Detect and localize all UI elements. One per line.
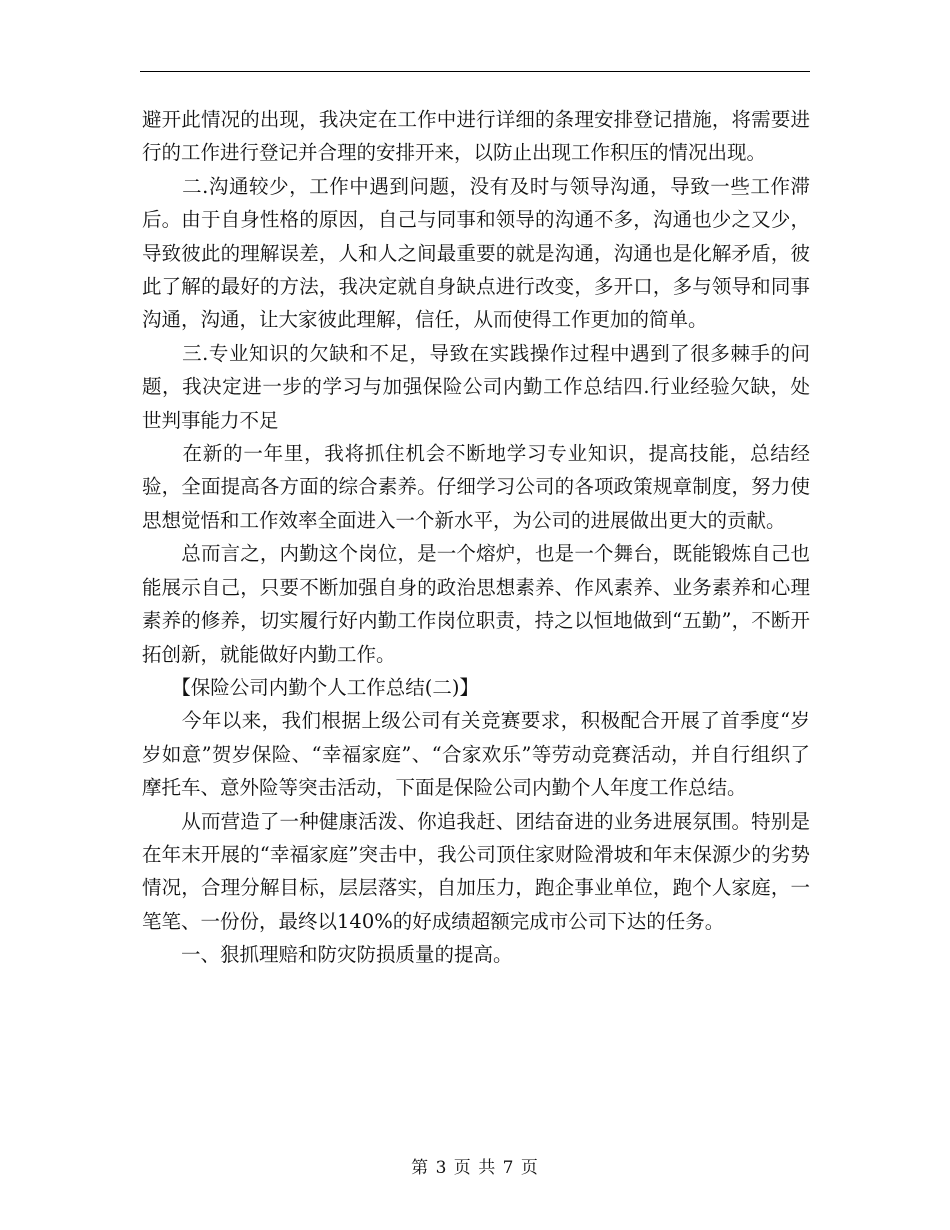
paragraph: 在新的一年里，我将抓住机会不断地学习专业知识，提高技能，总结经验，全面提高各方面的综合素养。仔细学习公司的各项政策规章制度，努力使思想觉悟和工作效率全面进入一个新水平，为公司的进展做出更大的贡献。 — [142, 442, 810, 532]
paragraph: 一、狠抓理赔和防灾防损质量的提高。 — [142, 943, 513, 967]
page-number: 第 3 页 共 7 页 — [411, 1158, 539, 1178]
section-heading: 【保险公司内勤个人工作总结(二)】 — [142, 675, 479, 699]
header-rule — [140, 71, 810, 72]
document-body — [142, 103, 810, 972]
paragraph: 今年以来，我们根据上级公司有关竞赛要求，积极配合开展了首季度“岁岁如意”贺岁保险、“幸福家庭”、“合家欢乐”等劳动竞赛活动，并自行组织了摩托车、意外险等突击活动，下面是保险公司内勤个人年度工作总结。 — [142, 709, 810, 800]
paragraph: 避开此情况的出现，我决定在工作中进行详细的条理安排登记措施，将需要进行的工作进行登记并合理的安排开来，以防止出现工作积压的情况出现。 — [142, 108, 810, 165]
paragraph: 总而言之，内勤这个岗位，是一个熔炉，也是一个舞台，既能锻炼自己也能展示自己，只要不断加强自身的政治思想素养、作风素养、业务素养和心理素养的修养，切实履行好内勤工作岗位职责，持之以恒地做到“五勤”，不断开拓创新，就能做好内勤工作。 — [142, 542, 810, 666]
paragraph: 二.沟通较少，工作中遇到问题，没有及时与领导沟通，导致一些工作滞后。由于自身性格的原因，自己与同事和领导的沟通不多，沟通也少之又少，导致彼此的理解误差，人和人之间最重要的就是沟通，沟通也是化解矛盾，彼此了解的最好的方法，我决定就自身缺点进行改变，多开口，多与领导和同事沟通，沟通，让大家彼此理解，信任，从而使得工作更加的简单。 — [142, 174, 810, 332]
paragraph: 从而营造了一种健康活泼、你追我赶、团结奋进的业务进展氛围。特别是在年末开展的“幸福家庭”突击中，我公司顶住家财险滑坡和年末保源少的劣势情况，合理分解目标，层层落实，自加压力，跑企事业单位，跑个人家庭，一笔笔、一份份，最终以140%的好成绩超额完成市公司下达的任务。 — [142, 809, 810, 933]
paragraph: 三.专业知识的欠缺和不足，导致在实践操作过程中遇到了很多棘手的问题，我决定进一步的学习与加强保险公司内勤工作总结四.行业经验欠缺，处世判事能力不足 — [142, 341, 810, 432]
